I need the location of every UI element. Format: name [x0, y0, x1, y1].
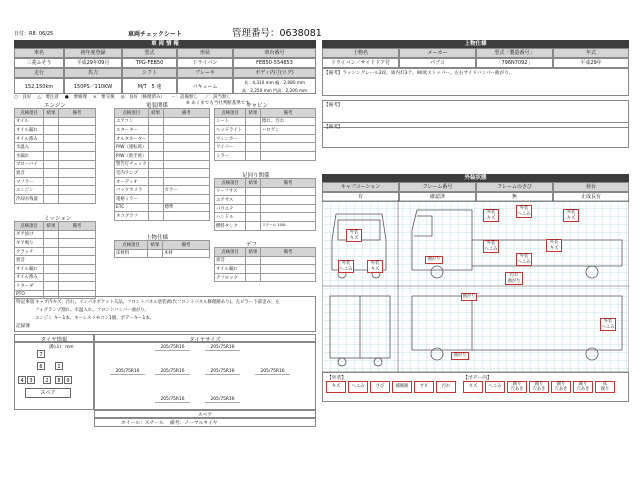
item: ワイパー [215, 143, 246, 152]
table-row [15, 282, 96, 291]
body-spec-header: 上物仕様 [322, 40, 629, 48]
legend-item: ○：良好 [14, 95, 32, 100]
item: P/W（助手席） [115, 151, 149, 160]
remarks-box: 【備考】 [322, 100, 629, 128]
table-row [115, 160, 210, 169]
tyre-size: 205/75R16 [110, 369, 145, 375]
item: シート [215, 117, 246, 126]
body-spec [322, 48, 629, 96]
damage-tag: 外装 へこみ [601, 319, 615, 330]
chassis-no: FEB50-554853 [233, 58, 316, 68]
th: 備考 [261, 179, 316, 188]
th: 備考 [261, 248, 316, 257]
table-row: 床材料 木材 [115, 249, 210, 258]
hdr: フレーム番号 [399, 182, 476, 192]
item: リターダ [15, 282, 44, 291]
tyre-sizes-title: タイヤサイズ [94, 334, 316, 342]
maker: パブコ [399, 58, 476, 68]
th: 結果 [148, 109, 163, 118]
table-row: ETC 標準 [115, 203, 210, 212]
item: 室内ランプ [115, 169, 149, 178]
item: PTO [15, 290, 44, 299]
damage-tag: 外装 へこみ [339, 261, 353, 272]
table-row [115, 126, 210, 135]
th: 備考 [163, 241, 210, 250]
item: オイル漏れ [215, 265, 246, 274]
frame-no: 確認済 [399, 192, 476, 202]
table-row [15, 264, 96, 273]
tyre-size: 205/75R16 [155, 345, 190, 351]
item: パワステ [215, 204, 246, 213]
item: ハンドル [215, 213, 246, 222]
damage-tag: 外装 キズ [546, 239, 562, 252]
tyre-pos: 2 [43, 376, 51, 384]
item: 燃料タンク [215, 221, 246, 230]
hdr: メーカー [399, 48, 476, 58]
legend-tag: 補修跡 [392, 381, 412, 393]
damage-tag: 外装 ヘこみ [484, 241, 498, 252]
chassis-table [214, 178, 316, 231]
spare-size-label: スペア [94, 410, 316, 418]
th: 備考 [261, 109, 316, 118]
date-label: 日付：R8. 06/25 [14, 31, 54, 37]
body-legend-label: 【ボデー内】 [463, 376, 492, 381]
item: リーフサス [215, 187, 246, 196]
tyre-pos: 6 [37, 362, 45, 370]
remarks-box: 【備考】 [322, 122, 629, 148]
mission-table [14, 221, 96, 299]
item: ウィンカー [215, 134, 246, 143]
item: ギア抜け [15, 230, 44, 239]
table-row [215, 273, 316, 282]
item: ミラー [215, 151, 246, 160]
item: ヘッドライト [215, 126, 246, 135]
legend-tag: さび [370, 381, 390, 393]
table-row [215, 265, 316, 274]
hdr-model: 型式 [122, 48, 177, 58]
th: 結果 [246, 248, 261, 257]
hdr-hp: 馬力 [64, 68, 122, 78]
shape: ドライバン [177, 58, 233, 68]
electrical-title: 電装関係 [146, 103, 169, 109]
truck-diagram [322, 200, 629, 372]
legend-tag: 腐り 穴あき [551, 381, 571, 393]
table-row [15, 256, 96, 265]
table-row [115, 143, 210, 152]
item: スターター [115, 126, 149, 135]
damage-tag: 外装 キズ [346, 229, 362, 242]
item: 床材料 [115, 249, 148, 258]
item: エアサス [215, 196, 246, 205]
th: 結果 [44, 109, 59, 118]
exterior-info [322, 182, 629, 202]
tyre-title: タイヤ情報 [14, 334, 94, 342]
th: 点検項目 [115, 109, 149, 118]
legend-tag: キズ [463, 381, 483, 393]
diff-title: デフ [246, 242, 258, 248]
th: 点検項目 [15, 222, 44, 231]
mission-title: ミッション [44, 216, 72, 222]
tyre-size: 205/75R16 [205, 369, 240, 375]
brake: バキューム [177, 78, 233, 94]
engine-table [14, 108, 96, 204]
serial: 「796N7092」 [476, 58, 553, 68]
table-row [15, 194, 96, 203]
th: 点検項目 [15, 109, 44, 118]
hdr: キャブコーション [322, 182, 399, 192]
legend-note: ※ あくまでも当社判断基準です。 [186, 101, 254, 106]
tyre-diagram [14, 342, 94, 410]
damage-tag: 汚れ 曲がり [505, 272, 523, 285]
tyre-pos: 8 [55, 376, 63, 384]
legend-item: ●：要修理 [64, 95, 87, 100]
body-type: ドライバン／サイドドア付 [322, 58, 399, 68]
table-row [215, 213, 316, 222]
item: ギア鳴り [15, 239, 44, 248]
table-row: 燃料タンク スチール 100L [215, 221, 316, 230]
upper-title: 上物仕様 [146, 235, 169, 241]
item: オーディオ [115, 177, 149, 186]
table-row: シート 擦れ、汚れ [215, 117, 316, 126]
management-number: 管理番号：0638081 [232, 28, 322, 39]
wheel-info: ホイール：スチール 備考：ノーマルタイヤ [94, 418, 316, 427]
table-row [15, 186, 96, 195]
model: TPG-FEB50 [122, 58, 177, 68]
vehicle-section-header: 車 両 情 報 [14, 40, 316, 48]
tyre-size: 205/75R16 [255, 369, 290, 375]
item: 電格ミラー [115, 194, 149, 203]
record-book-label: 記録簿 [16, 324, 30, 329]
th: 点検項目 [215, 248, 246, 257]
engine-title: エンジン [44, 103, 66, 109]
body-dims: 長：4,310 mm 幅：2,080 mm 高：2,250 mm 門高：2,200 mm [233, 78, 316, 94]
table-row [215, 187, 316, 196]
item: オイル [15, 117, 44, 126]
table-row: バックカメラ カラー [115, 186, 210, 195]
th: 結果 [246, 179, 261, 188]
notes-box [14, 296, 316, 332]
table-row [115, 169, 210, 178]
hdr-brake: ブレーキ [177, 68, 233, 78]
item: エンジン [15, 186, 44, 195]
table-row [215, 196, 316, 205]
table-row [215, 134, 316, 143]
table-row [15, 143, 96, 152]
table-row [115, 151, 210, 160]
table-row [115, 117, 210, 126]
table-row [115, 177, 210, 186]
ext-legend-label: 【外装】 [327, 376, 347, 381]
horsepower: 150PS／110KW [64, 78, 122, 94]
th: 結果 [44, 222, 59, 231]
cabin-title: キャビン [246, 103, 269, 109]
first-reg: 平成29年09月 [64, 58, 122, 68]
cargo-bed: 止成長有 [553, 192, 629, 202]
th: 結果 [148, 241, 163, 250]
legend-tag: キズ [326, 381, 346, 393]
table-row [15, 126, 96, 135]
vehicle-info [14, 48, 316, 94]
sheet-title: 車両チェックシート [128, 31, 182, 38]
item: マフラー [15, 177, 44, 186]
legend-item: △：要注意 [37, 95, 59, 100]
hdr-chassis-no: 車台番号 [233, 48, 316, 58]
damage-tag: 曲がり [451, 352, 469, 360]
th: 点検項目 [215, 179, 246, 188]
table-row [15, 273, 96, 282]
legend-item: ◎：良好（修理済み） [120, 95, 166, 100]
notes-label: 特記事項 [16, 300, 35, 305]
legend-tag: へこみ [485, 381, 505, 393]
item: 水温入 [15, 143, 44, 152]
table-row [15, 169, 96, 178]
item: 水漏れ [15, 151, 44, 160]
tyre-pos: 1 [55, 362, 63, 370]
th: 点検項目 [215, 109, 246, 118]
legend-item: ／：該当無し [204, 95, 232, 100]
legend-tag: 腐り 穴あき [573, 381, 593, 393]
hdr: 上物名 [322, 48, 399, 58]
table-row: ヘッドライト ハロゲン [215, 126, 316, 135]
table-row [15, 151, 96, 160]
cab-caution: 有 [322, 192, 399, 202]
item: オイル漏れ [15, 126, 44, 135]
item: バックカメラ [115, 186, 149, 195]
item: オルタネーター [115, 134, 149, 143]
year: 平成29年 [553, 58, 629, 68]
legend-tag: 床 腐り [595, 381, 615, 393]
table-row [15, 160, 96, 169]
item: ETC [115, 203, 149, 212]
item: P/W（運転席） [115, 143, 149, 152]
item: 異音 [15, 256, 44, 265]
hdr-car-name: 車名 [14, 48, 64, 58]
table-row [15, 247, 96, 256]
th: 結果 [246, 109, 261, 118]
table-row [15, 177, 96, 186]
th: 備考 [59, 222, 96, 231]
diff-table [214, 247, 316, 282]
hdr: フレームのさび [476, 182, 553, 192]
table-row [15, 134, 96, 143]
tyre-size: 205/75R16 [155, 369, 190, 375]
exterior-header: 外装状態 [322, 174, 629, 182]
hdr: 型式「製造番号」 [476, 48, 553, 58]
th: 備考 [59, 109, 96, 118]
upper-table [114, 240, 210, 258]
hdr-body-dims: ボディ内寸(ログ) [233, 68, 316, 78]
item: オイル滲み [15, 134, 44, 143]
table-row [115, 212, 210, 221]
tyre-size: 205/75R16 [205, 397, 240, 403]
tyre-pos: 7 [37, 350, 45, 358]
body-remarks: 【備考】ラッシングレール2段。庫内灯3个。90度ストッパー。左右サイドバンパー曲がり。 [322, 68, 629, 96]
notes-text: キャブ内キズ、汚れ。インパネポケット欠品。フロントパネル塗装剥げ(フロントパネル修理跡あり)。左ピラー下部歪み、左 フォグランプ割れ。水温入れ。フロントバンパー曲がり。 エンジン キー1本、キーレスリモコン1個、ボデーキー1本。 [35, 300, 280, 321]
tyre-size: 205/75R16 [155, 397, 190, 403]
table-row [115, 194, 210, 203]
legend-tag: サビ [414, 381, 434, 393]
table-row [15, 117, 96, 126]
table-row [15, 230, 96, 239]
item: 異音 [15, 169, 44, 178]
damage-tag: 曲がり [462, 294, 476, 299]
frame-rust: 無 [476, 192, 553, 202]
item: 冷却水残量 [15, 194, 44, 203]
hdr-first-reg: 初年度登録 [64, 48, 122, 58]
table-row [215, 151, 316, 160]
item: エアコン [115, 117, 149, 126]
table-row [215, 143, 316, 152]
tyre-pos: 9 [64, 376, 72, 384]
damage-tag: 外装 ヘこみ [517, 206, 531, 217]
item: オイル滲み [15, 273, 44, 282]
damage-tag: 外装 キズ [367, 260, 383, 273]
hdr-shift: シフト [122, 68, 177, 78]
tyre-size: 205/75R16 [205, 345, 240, 351]
car-name: 三菱ふそう [14, 58, 64, 68]
damage-tag: 曲がり [425, 256, 443, 264]
legend-tag: 腐り 穴あき [529, 381, 549, 393]
damage-tag: 外装 キズ [563, 209, 579, 222]
cabin-table [214, 108, 316, 161]
item: タコグラフ [115, 212, 149, 221]
hdr: 年式 [553, 48, 629, 58]
tyre-depth-label: 溝(山)：mm [49, 345, 74, 350]
chassis-title: 足回り関係 [242, 173, 270, 179]
damage-tag: 外装 キズ [483, 209, 499, 222]
item: 異音 [215, 256, 246, 265]
item: デフロック [215, 273, 246, 282]
hdr-mileage: 走行 [14, 68, 64, 78]
table-row [215, 204, 316, 213]
shift: M/T 5 速 [122, 78, 177, 94]
legend-tag: 汚れ [436, 381, 456, 393]
damage-legend [322, 372, 629, 402]
th: 備考 [163, 109, 209, 118]
table-row [15, 239, 96, 248]
legend-tag: へこみ [348, 381, 368, 393]
damage-tag: 外装 ヘこみ [517, 254, 531, 265]
legend-item: ×：要交換 [92, 95, 115, 100]
table-row [215, 256, 316, 265]
tyre-spare-box: スペア [25, 388, 71, 398]
th: 点検項目 [115, 241, 148, 250]
mileage: 152,150km [14, 78, 64, 94]
legend-item: －：設備無し [171, 95, 199, 100]
item: オイル漏れ [15, 264, 44, 273]
item: クラッチ [15, 247, 44, 256]
item: ブローバイ [15, 160, 44, 169]
item: 警告灯チェック [115, 160, 149, 169]
table-row [115, 134, 210, 143]
legend-tag: 腐り 穴あき [507, 381, 527, 393]
tyre-pos: 3 [27, 376, 35, 384]
electrical-table [114, 108, 210, 221]
tyre-pos: 4 [18, 376, 26, 384]
hdr: 荷台 [553, 182, 629, 192]
tyre-sizes [94, 342, 316, 410]
hdr-shape: 形状 [177, 48, 233, 58]
